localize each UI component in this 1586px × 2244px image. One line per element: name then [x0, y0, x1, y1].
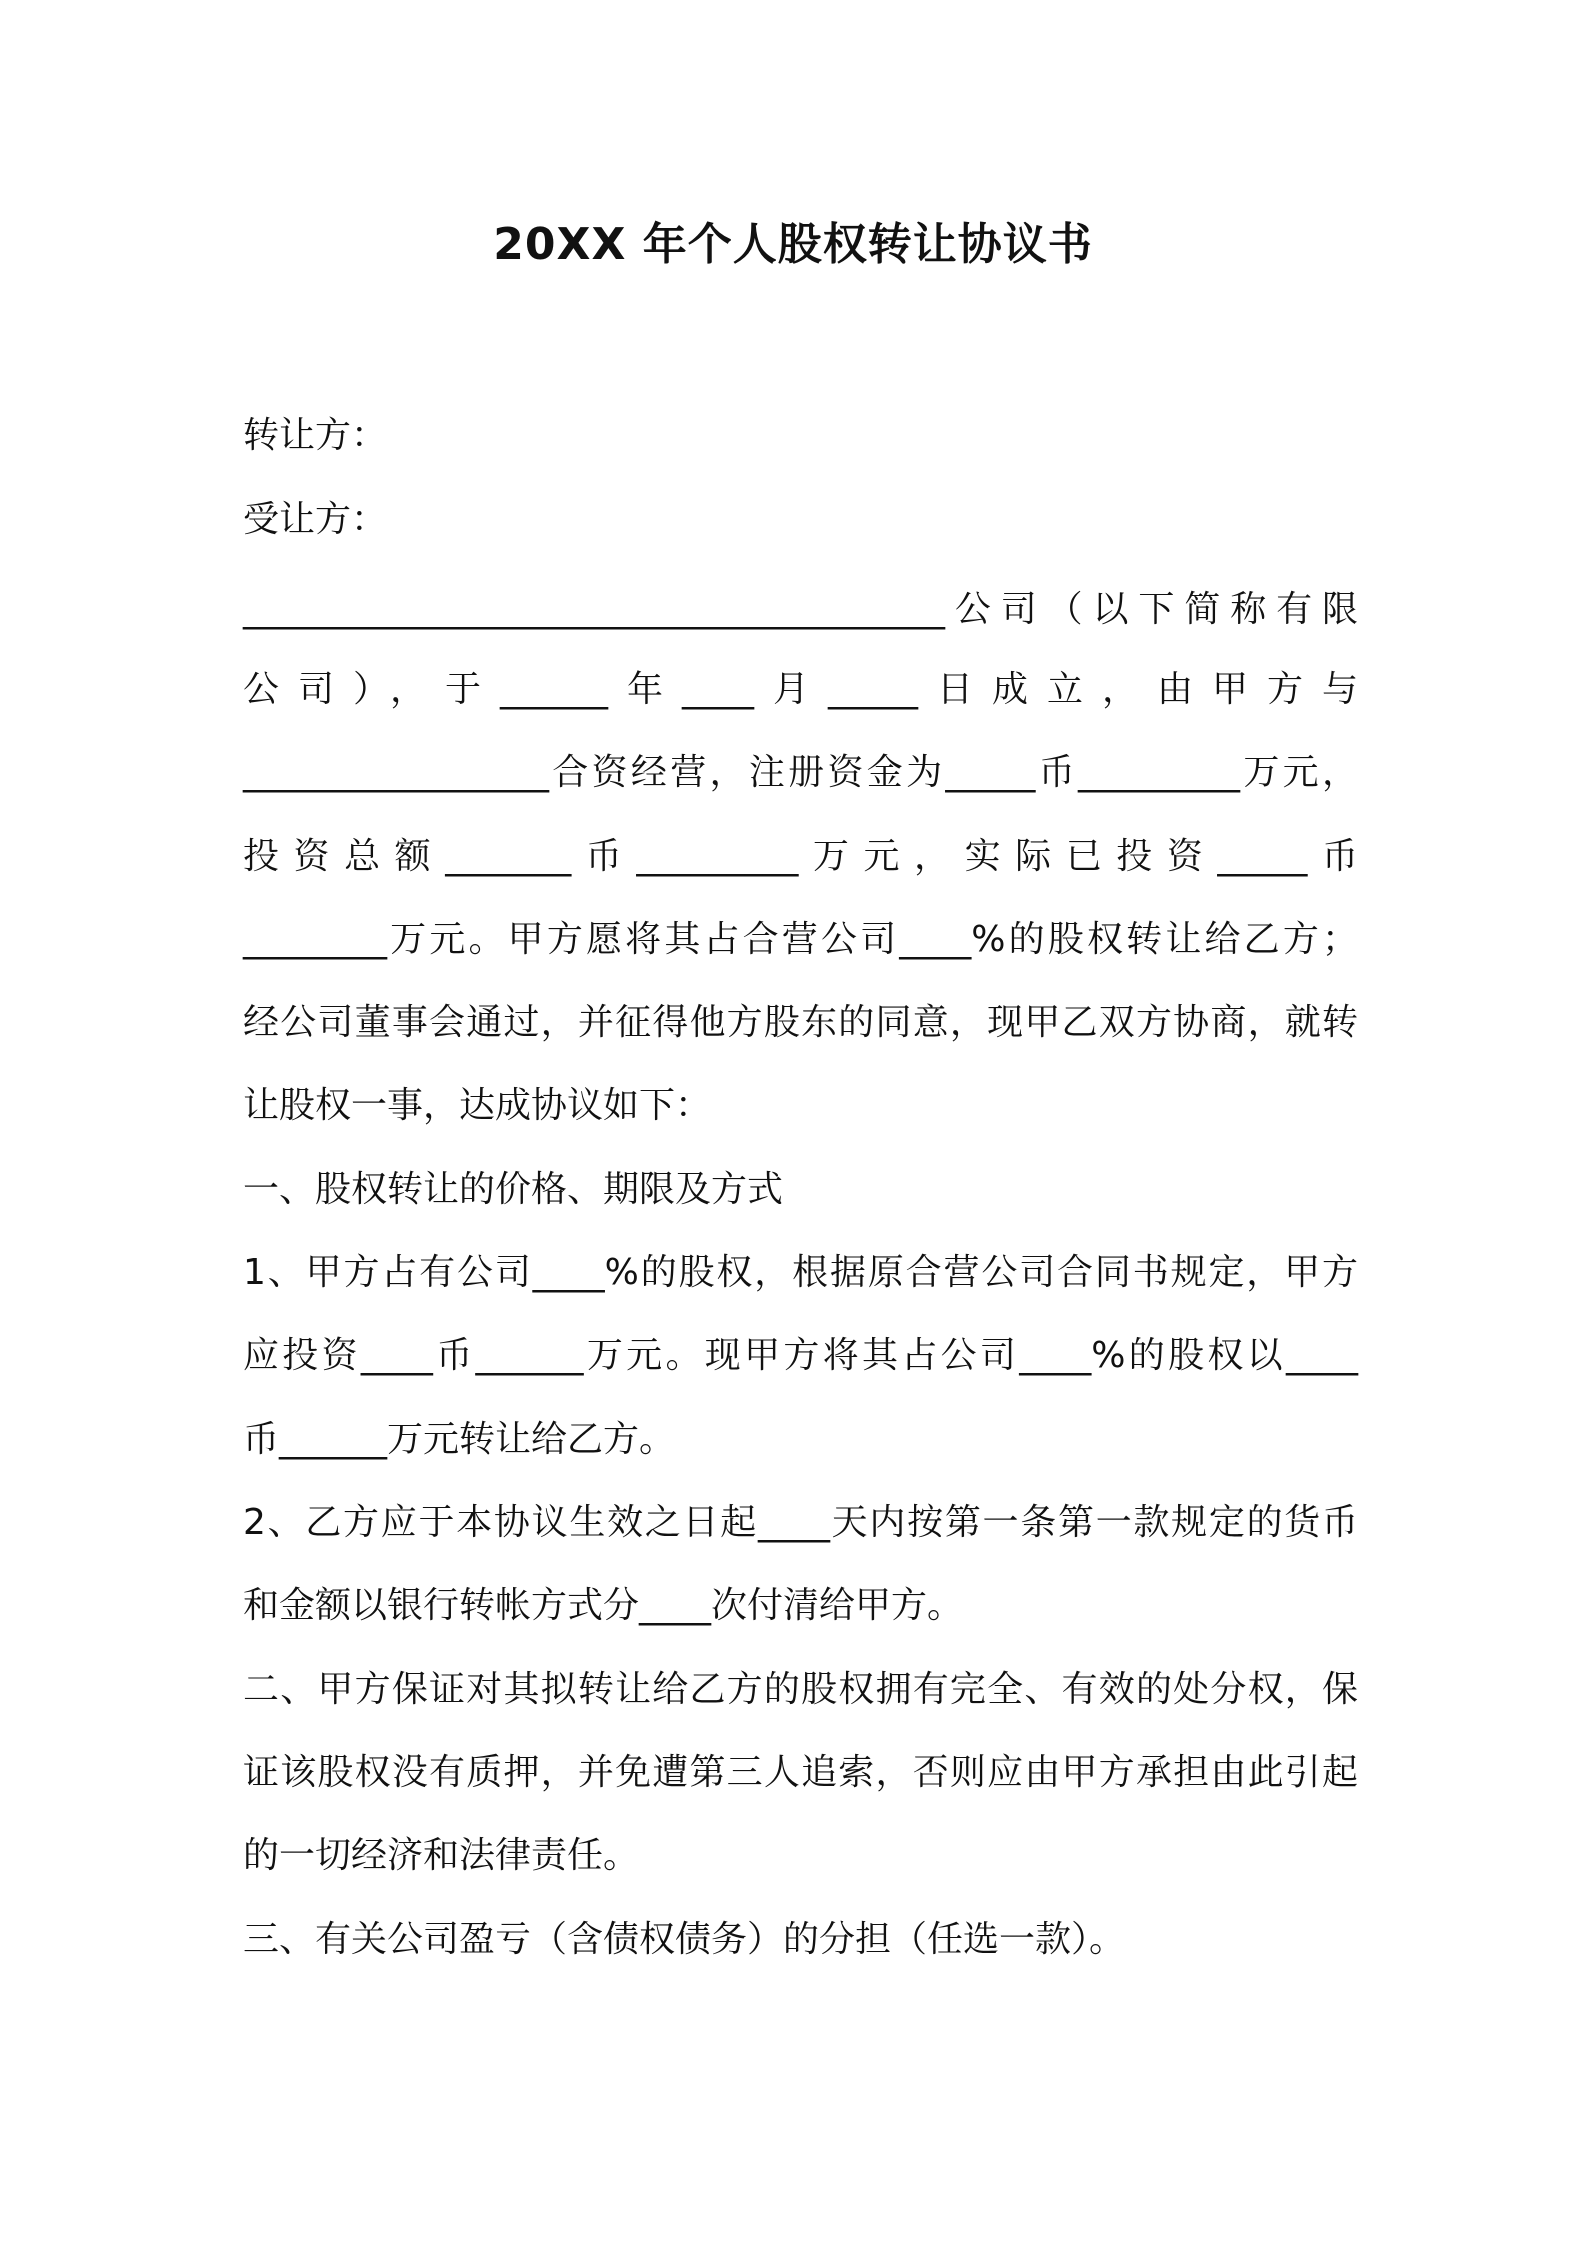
paragraph-line: 公司），于______年____月_____日成立，由甲方与 — [243, 669, 1358, 710]
clause-line: 币______万元转让给乙方。 — [243, 1419, 676, 1460]
clause-line: 的一切经济和法律责任。 — [243, 1835, 640, 1876]
clause-line: 2、乙方应于本协议生效之日起____天内按第一条第一款规定的货币 — [243, 1502, 1358, 1543]
paragraph-line: _______________________________________公司（以下简称有限 — [243, 589, 1358, 630]
transferor-line: 转让方： — [243, 415, 388, 456]
section-heading-3: 三、有关公司盈亏（含债权债务）的分担（任选一款）。 — [243, 1919, 1126, 1960]
clause-line: 应投资____币______万元。现甲方将其占公司____%的股权以____ — [243, 1335, 1358, 1376]
clause-line: 1、甲方占有公司____%的股权，根据原合营公司合同书规定，甲方 — [243, 1252, 1358, 1293]
section-heading-1: 一、股权转让的价格、期限及方式 — [243, 1169, 784, 1210]
document-title: 20XX 年个人股权转让协议书 — [493, 219, 1093, 270]
paragraph-line: 投资总额_______币_________万元，实际已投资_____币 — [243, 836, 1358, 877]
transferee-line: 受让方： — [243, 499, 388, 540]
clause-line: 和金额以银行转帐方式分____次付清给甲方。 — [243, 1585, 964, 1626]
paragraph-line: _________________合资经营，注册资金为_____币_________万元， — [243, 752, 1358, 793]
paragraph-line: 经公司董事会通过，并征得他方股东的同意，现甲乙双方协商，就转 — [243, 1002, 1358, 1043]
section-heading-2: 二、甲方保证对其拟转让给乙方的股权拥有完全、有效的处分权，保 — [243, 1669, 1358, 1710]
paragraph-line: ________万元。甲方愿将其占合营公司____%的股权转让给乙方； — [243, 919, 1358, 960]
paragraph-line: 让股权一事，达成协议如下： — [243, 1085, 712, 1126]
clause-line: 证该股权没有质押，并免遭第三人追索，否则应由甲方承担由此引起 — [243, 1752, 1358, 1793]
